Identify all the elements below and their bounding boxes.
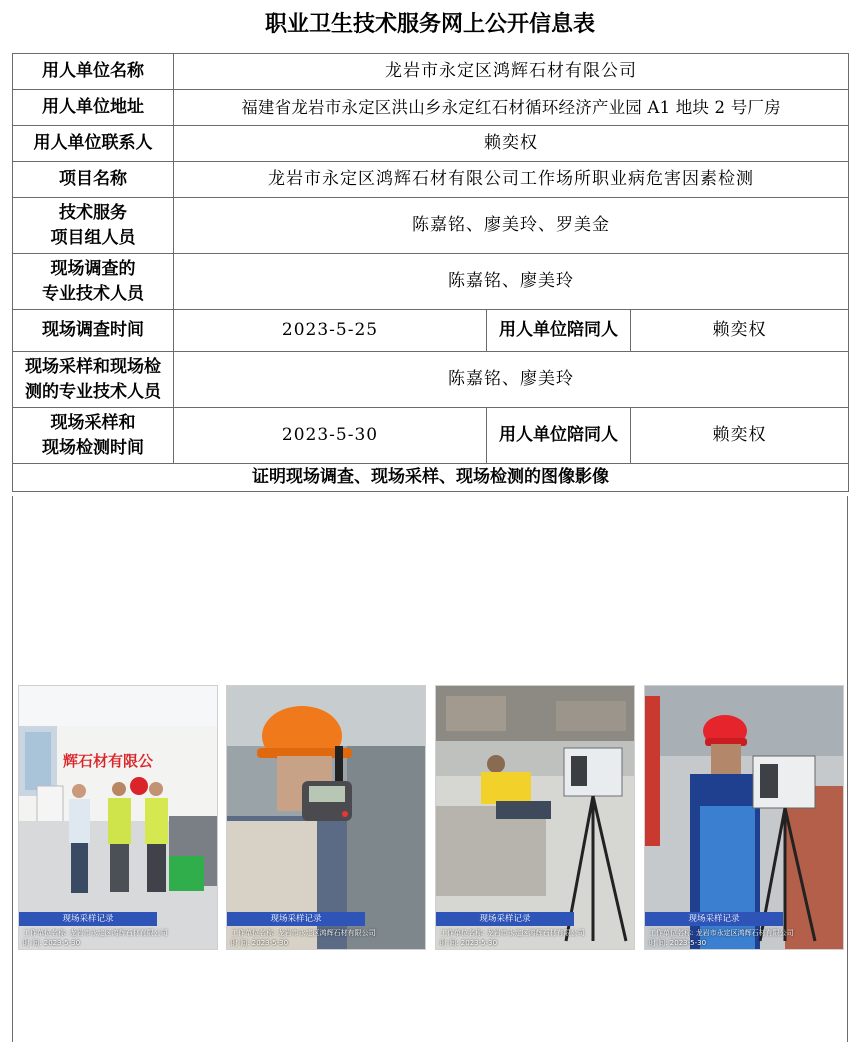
project-name-value: 龙岩市永定区鸿辉石材有限公司工作场所职业病危害因素检测 (174, 162, 849, 198)
row-employer-address (13, 90, 849, 126)
photo-stamp-time: 时 间: 2023-5-30 (23, 939, 81, 947)
photo-stamp-company: 工作单位名称: 龙岩市永定区鸿辉石材有限公司 (440, 929, 585, 937)
photo-office-group (18, 685, 218, 950)
photo-stamp-time: 时 间: 2023-5-30 (649, 939, 707, 947)
team-members-value: 陈嘉铭、廖美玲、罗美金 (174, 198, 849, 254)
page-title: 职业卫生技术服务网上公开信息表 (264, 12, 595, 37)
sampling-time-label (13, 408, 174, 464)
photo-stone-worker-image (436, 686, 635, 950)
survey-staff-value: 陈嘉铭、廖美玲 (174, 254, 849, 310)
sampling-staff-label-line2: 测的专业技术人员 (25, 381, 161, 402)
survey-companion-value: 赖奕权 (631, 310, 849, 352)
photo-office-group-image (19, 686, 218, 950)
survey-staff-label-line1: 现场调查的 (50, 258, 136, 279)
employer-name-label: 用人单位名称 (13, 54, 174, 90)
photo-banner: 现场采样记录 (19, 912, 157, 926)
survey-time-label: 现场调查时间 (13, 310, 174, 352)
photo-helmet-worker-image (645, 686, 844, 950)
row-team-members (13, 198, 849, 254)
photo-stamp-company: 工作单位名称: 龙岩市永定区鸿辉石材有限公司 (649, 929, 794, 937)
wall-sign-text: 辉石材有限公 (63, 752, 154, 770)
row-sampling-staff (13, 352, 849, 408)
survey-time-value: 2023-5-25 (174, 310, 487, 352)
photo-stamp-company: 工作单位名称: 龙岩市永定区鸿辉石材有限公司 (23, 929, 168, 937)
photo-sound-meter (226, 685, 426, 950)
photo-stamp-time: 时 间: 2023-5-30 (440, 939, 498, 947)
photo-stone-worker (435, 685, 635, 950)
team-members-label (13, 198, 174, 254)
row-employer-contact (13, 126, 849, 162)
photo-helmet-worker (644, 685, 844, 950)
sampling-staff-value: 陈嘉铭、廖美玲 (174, 352, 849, 408)
sampling-companion-value: 赖奕权 (631, 408, 849, 464)
sampling-staff-label-line1: 现场采样和现场检 (25, 356, 161, 377)
photo-sound-meter-image (227, 686, 426, 950)
sampling-time-label-line2: 现场检测时间 (42, 437, 144, 458)
employer-name-value: 龙岩市永定区鸿辉石材有限公司 (174, 54, 849, 90)
row-employer-name (13, 54, 849, 90)
employer-address-label: 用人单位地址 (13, 90, 174, 126)
row-images-caption (13, 464, 849, 492)
row-sampling-time (13, 408, 849, 464)
row-survey-staff (13, 254, 849, 310)
sampling-staff-label (13, 352, 174, 408)
row-project-name (13, 162, 849, 198)
photo-stamp-time: 时 间: 2023-5-30 (231, 939, 289, 947)
row-survey-time (13, 310, 849, 352)
team-members-label-line2: 项目组人员 (50, 227, 136, 248)
photo-stamp-company: 工作单位名称: 龙岩市永定区鸿辉石材有限公司 (231, 929, 376, 937)
images-caption: 证明现场调查、现场采样、现场检测的图像影像 (13, 464, 849, 492)
survey-companion-label: 用人单位陪同人 (487, 310, 631, 352)
sampling-time-label-line1: 现场采样和 (50, 412, 136, 433)
team-members-label-line1: 技术服务 (59, 202, 127, 223)
sampling-time-value: 2023-5-30 (174, 408, 487, 464)
photo-banner: 现场采样记录 (436, 912, 574, 926)
photo-banner: 现场采样记录 (645, 912, 783, 926)
sampling-companion-label: 用人单位陪同人 (487, 408, 631, 464)
employer-address-value: 福建省龙岩市永定区洪山乡永定红石材循环经济产业园 A1 地块 2 号厂房 (174, 90, 849, 126)
employer-contact-label: 用人单位联系人 (13, 126, 174, 162)
photo-banner: 现场采样记录 (227, 912, 365, 926)
info-table (12, 53, 849, 492)
survey-staff-label-line2: 专业技术人员 (42, 283, 144, 304)
project-name-label: 项目名称 (13, 162, 174, 198)
survey-staff-label (13, 254, 174, 310)
employer-contact-value: 赖奕权 (174, 126, 849, 162)
